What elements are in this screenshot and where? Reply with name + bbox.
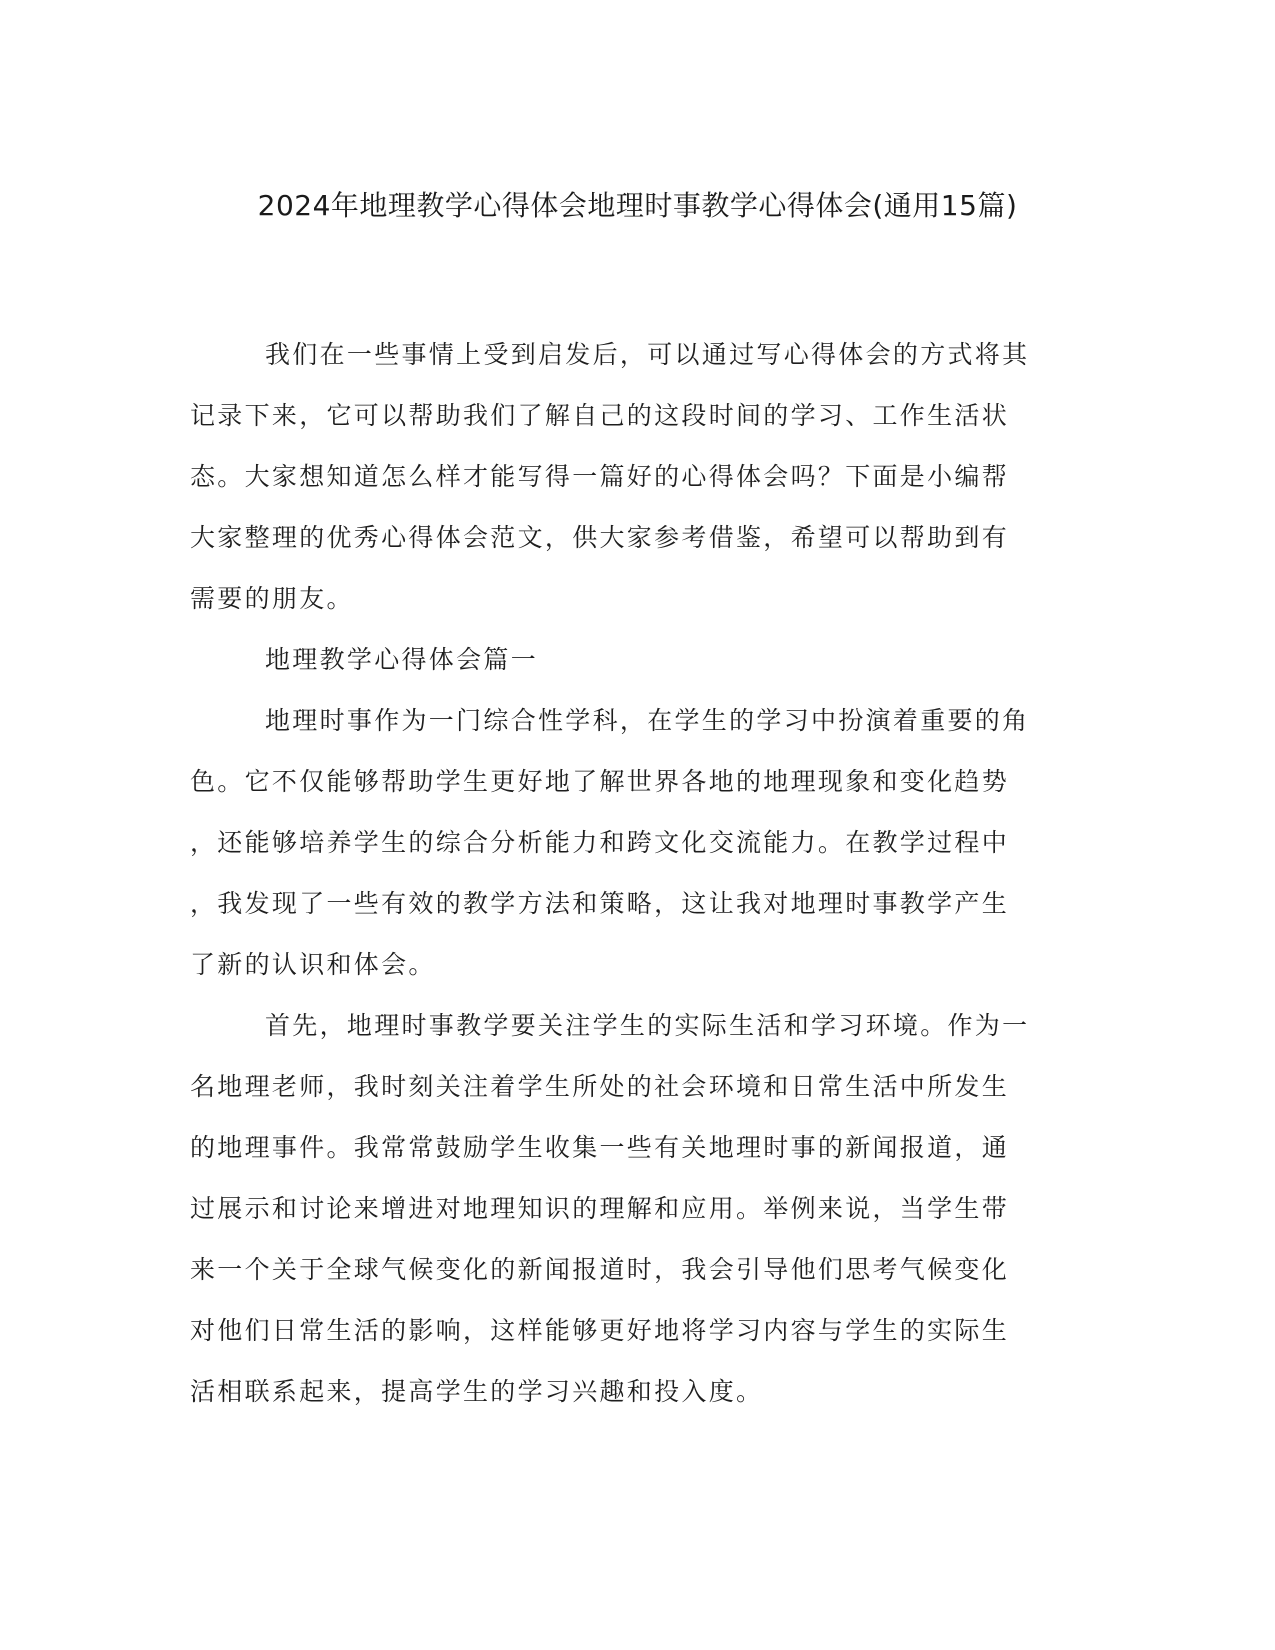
body-paragraph (190, 690, 1075, 995)
text-line: 态。大家想知道怎么样才能写得一篇好的心得体会吗？下面是小编帮 (190, 462, 1010, 491)
body-paragraph (190, 995, 1075, 1422)
text-line: 的地理事件。我常常鼓励学生收集一些有关地理时事的新闻报道，通 (190, 1133, 1010, 1162)
document-body (190, 324, 1075, 1422)
text-line: 我们在一些事情上受到启发后，可以通过写心得体会的方式将其 (265, 340, 1030, 369)
text-line: 名地理老师，我时刻关注着学生所处的社会环境和日常生活中所发生 (190, 1072, 1010, 1101)
text-line: 过展示和讨论来增进对地理知识的理解和应用。举例来说，当学生带 (190, 1194, 1010, 1223)
text-line: 了新的认识和体会。 (190, 950, 436, 979)
text-line: 色。它不仅能够帮助学生更好地了解世界各地的地理现象和变化趋势 (190, 767, 1010, 796)
text-line: 地理时事作为一门综合性学科，在学生的学习中扮演着重要的角 (265, 706, 1030, 735)
text-line: 对他们日常生活的影响，这样能够更好地将学习内容与学生的实际生 (190, 1316, 1010, 1345)
text-line: 来一个关于全球气候变化的新闻报道时，我会引导他们思考气候变化 (190, 1255, 1010, 1284)
text-line: 首先，地理时事教学要关注学生的实际生活和学习环境。作为一 (265, 1011, 1030, 1040)
text-line: ，还能够培养学生的综合分析能力和跨文化交流能力。在教学过程中 (190, 828, 1010, 857)
text-line: ，我发现了一些有效的教学方法和策略，这让我对地理时事教学产生 (190, 889, 1010, 918)
section-heading (190, 629, 1075, 690)
section-heading-text: 地理教学心得体会篇一 (265, 645, 539, 674)
document-title: 2024年地理教学心得体会地理时事教学心得体会(通用15篇) (257, 189, 1018, 222)
text-line: 大家整理的优秀心得体会范文，供大家参考借鉴，希望可以帮助到有 (190, 523, 1010, 552)
intro-paragraph (190, 324, 1075, 629)
text-line: 需要的朋友。 (190, 584, 354, 613)
text-line: 活相联系起来，提高学生的学习兴趣和投入度。 (190, 1377, 764, 1406)
text-line: 记录下来，它可以帮助我们了解自己的这段时间的学习、工作生活状 (190, 401, 1010, 430)
